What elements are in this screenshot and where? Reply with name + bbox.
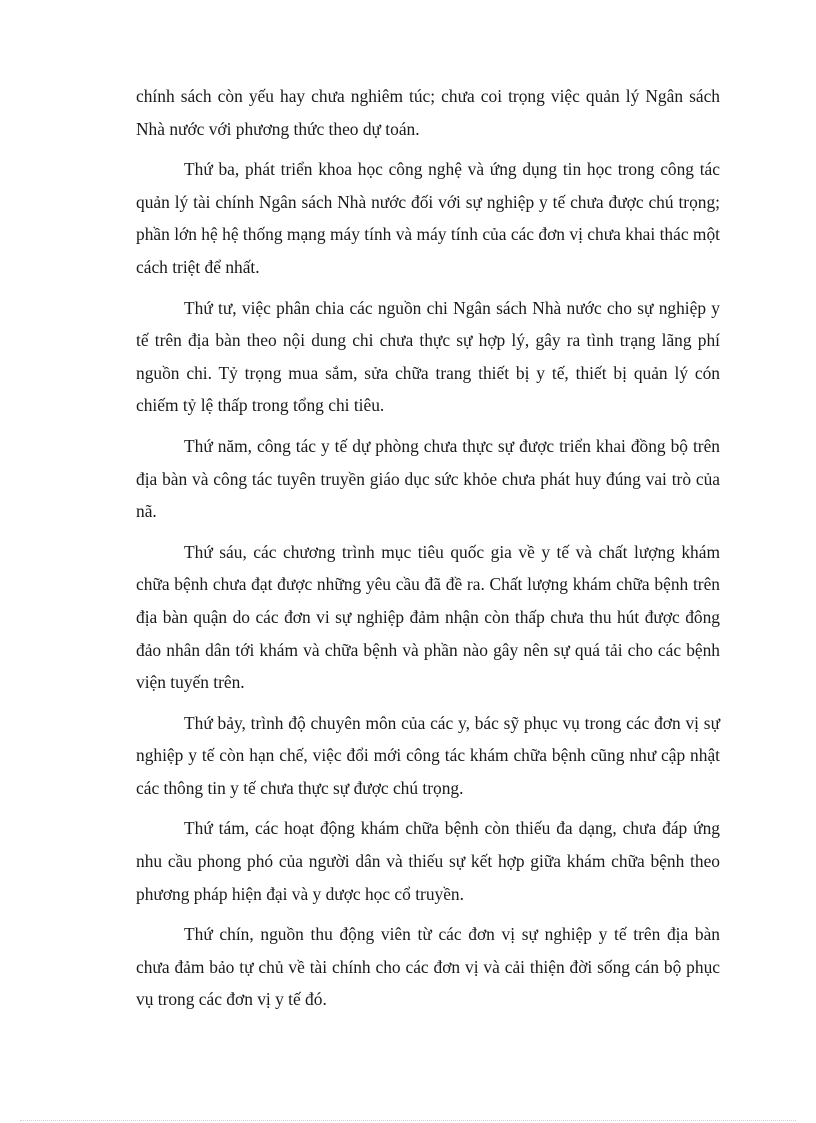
page-bottom-divider (20, 1120, 796, 1121)
paragraph-thu-nam: Thứ năm, công tác y tế dự phòng chưa thực sự được triển khai đồng bộ trên địa bàn và công tác tuyên truyền giáo dục sức khỏe chưa phát huy đúng vai trò của nã. (136, 435, 720, 522)
paragraph-thu-ba: Thứ ba, phát triển khoa học công nghệ và ứng dụng tin học trong công tác quản lý tài chính Ngân sách Nhà nước đối với sự nghiệp y tế chưa được chú trọng; phần lớn hệ hệ thống mạng máy tính và máy tính của các đơn vị chưa khai thác một cách triệt để nhất. (136, 159, 720, 277)
paragraph-thu-tu: Thứ tư, việc phân chia các nguồn chi Ngân sách Nhà nước cho sự nghiệp y tế trên địa bàn theo nội dung chi chưa thực sự hợp lý, gây ra tình trạng lãng phí nguồn chi. Tỷ trọng mua sắm, sửa chữa trang thiết bị y tế, thiết bị quản lý cón chiếm tỷ lệ thấp trong tổng chi tiêu. (136, 297, 720, 416)
paragraph-thu-bay: Thứ bảy, trình độ chuyên môn của các y, bác sỹ phục vụ trong các đơn vị sự nghiệp y tế còn hạn chế, việc đổi mới công tác khám chữa bệnh cũng như cập nhật các thông tin y tế chưa thực sự được chú trọng. (136, 712, 720, 798)
paragraph-thu-chin: Thứ chín, nguồn thu động viên từ các đơn vị sự nghiệp y tế trên địa bàn chưa đảm bảo tự chủ về tài chính cho các đơn vị và cải thiện đời sống cán bộ phục vụ trong các đơn vị y tế đó. (136, 924, 720, 1010)
paragraph-continuation: chính sách còn yếu hay chưa nghiêm túc; chưa coi trọng việc quản lý Ngân sách Nhà nước với phương thức theo dự toán. (136, 86, 720, 139)
paragraph-thu-sau: Thứ sáu, các chương trình mục tiêu quốc gia về y tế và chất lượng khám chữa bệnh chưa đạt được những yêu cầu đã đề ra. Chất lượng khám chữa bệnh trên địa bàn quận do các đơn vi sự nghiệp đảm nhận còn thấp chưa thu hút được đông đảo nhân dân tới khám và chữa bệnh và phần nào gây nên sự quá tải cho các bệnh viện tuyến trên. (136, 541, 720, 693)
paragraph-thu-tam: Thứ tám, các hoạt động khám chữa bệnh còn thiếu đa dạng, chưa đáp ứng nhu cầu phong phó của người dân và thiếu sự kết hợp giữa khám chữa bệnh theo phương pháp hiện đại và y dược học cổ truyền. (136, 818, 720, 904)
body-text (136, 80, 720, 1024)
